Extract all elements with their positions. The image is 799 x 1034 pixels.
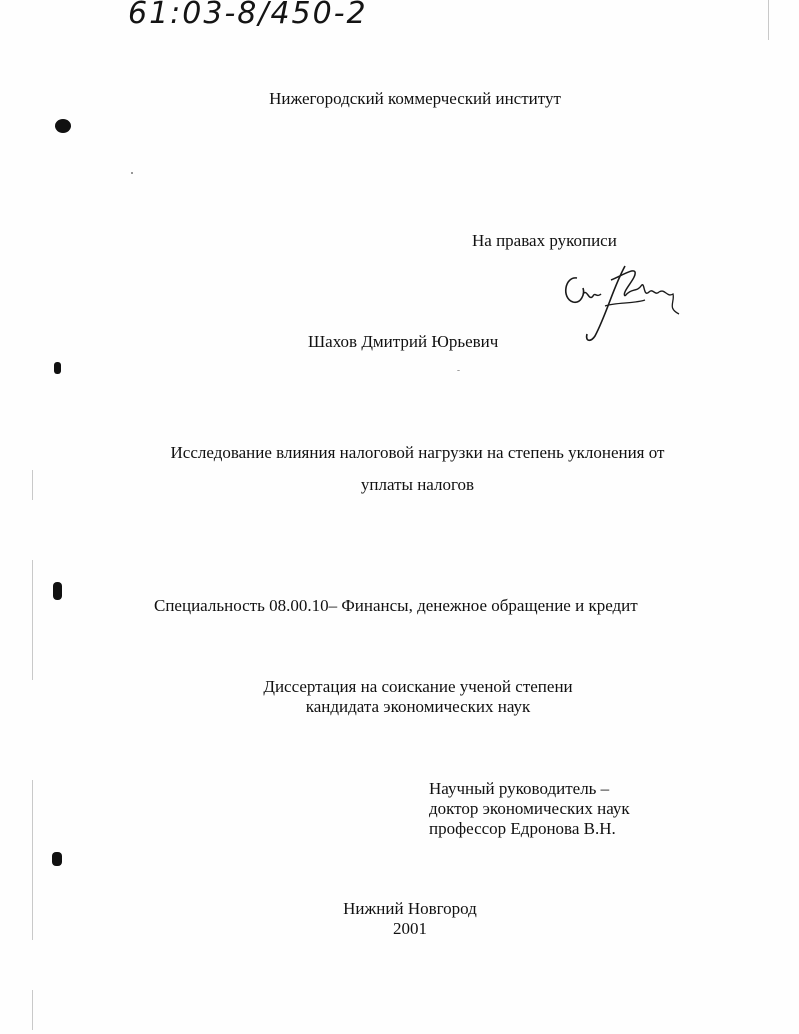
- supervisor-line: профессор Едронова В.Н.: [429, 819, 616, 838]
- supervisor-line: Научный руководитель –: [429, 779, 610, 798]
- ink-dot: [131, 172, 133, 174]
- institution-name: Нижегородский коммерческий институт: [269, 89, 561, 108]
- city: Нижний Новгород: [343, 899, 477, 918]
- margin-line: [32, 780, 33, 940]
- archive-code: 61:03-8/450-2: [128, 0, 368, 31]
- author-name: Шахов Дмитрий Юрьевич: [308, 332, 499, 351]
- ink-blot: [54, 362, 61, 374]
- ink-blot: [53, 582, 62, 600]
- title-line: уплаты налогов: [360, 475, 475, 494]
- margin-line: [32, 990, 33, 1030]
- manuscript-rights-note: На правах рукописи: [472, 231, 617, 250]
- dissertation-title: [120, 443, 715, 495]
- ink-blot: [52, 852, 62, 866]
- right-edge-line: [768, 0, 769, 40]
- degree-block: [200, 677, 636, 717]
- place-and-year: [300, 899, 520, 939]
- year: 2001: [393, 919, 427, 938]
- margin-line: [32, 470, 33, 500]
- title-line: Исследование влияния налоговой нагрузки на степень уклонения от: [170, 443, 665, 462]
- specialty-line: Специальность 08.00.10– Финансы, денежное обращение и кредит: [154, 596, 638, 615]
- ink-dot: [457, 370, 460, 371]
- supervisor-line: доктор экономических наук: [429, 799, 630, 818]
- supervisor-block: [429, 779, 630, 839]
- ink-blot: [55, 119, 71, 133]
- degree-line: Диссертация на соискание ученой степени: [263, 677, 573, 696]
- degree-line: кандидата экономических наук: [305, 697, 531, 716]
- margin-line: [32, 560, 33, 680]
- signature-icon: [555, 258, 685, 348]
